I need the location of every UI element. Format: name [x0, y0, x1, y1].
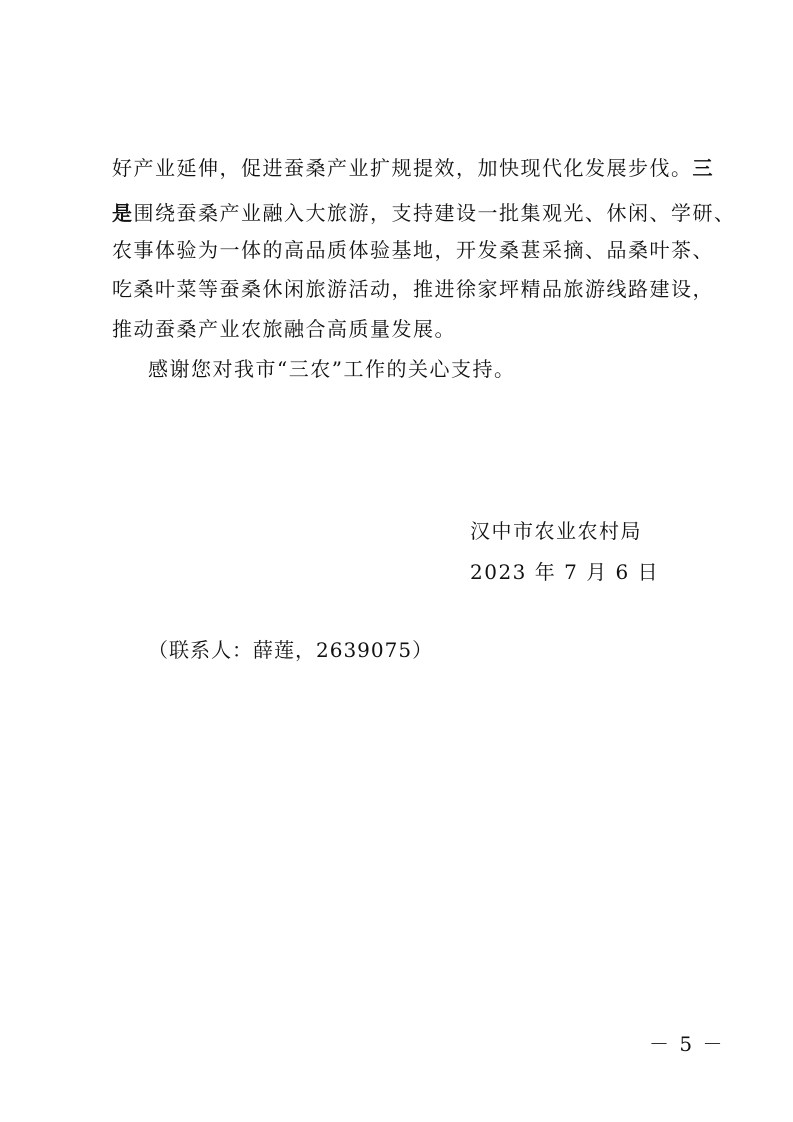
page-number: － 5 －	[649, 1032, 725, 1056]
body-line-1	[112, 154, 714, 182]
body-line-4: 吃桑叶菜等蚕桑休闲旅游活动，推进徐家坪精品旅游线路建设，	[112, 277, 714, 301]
contact-info: （联系人：薛莲，2639075）	[148, 638, 434, 662]
thanks-paragraph: 感谢您对我市“三农”工作的关心支持。	[148, 357, 516, 381]
body-line-2-bold-text: 是	[112, 201, 134, 225]
signature-organization: 汉中市农业农村局	[470, 519, 642, 543]
body-line-1-text: 好产业延伸，促进蚕桑产业扩规提效，加快现代化发展步伐。	[112, 156, 693, 180]
body-line-3: 农事体验为一体的高品质体验基地，开发桑葚采摘、品桑叶茶、	[112, 238, 714, 262]
body-line-1-bold-text: 三	[692, 156, 714, 180]
body-line-5: 推动蚕桑产业农旅融合高质量发展。	[112, 317, 456, 341]
signature-date: 2023 年 7 月 6 日	[470, 560, 660, 584]
body-line-2	[112, 199, 736, 227]
body-line-2-text: 围绕蚕桑产业融入大旅游，支持建设一批集观光、休闲、学研、	[133, 201, 736, 225]
